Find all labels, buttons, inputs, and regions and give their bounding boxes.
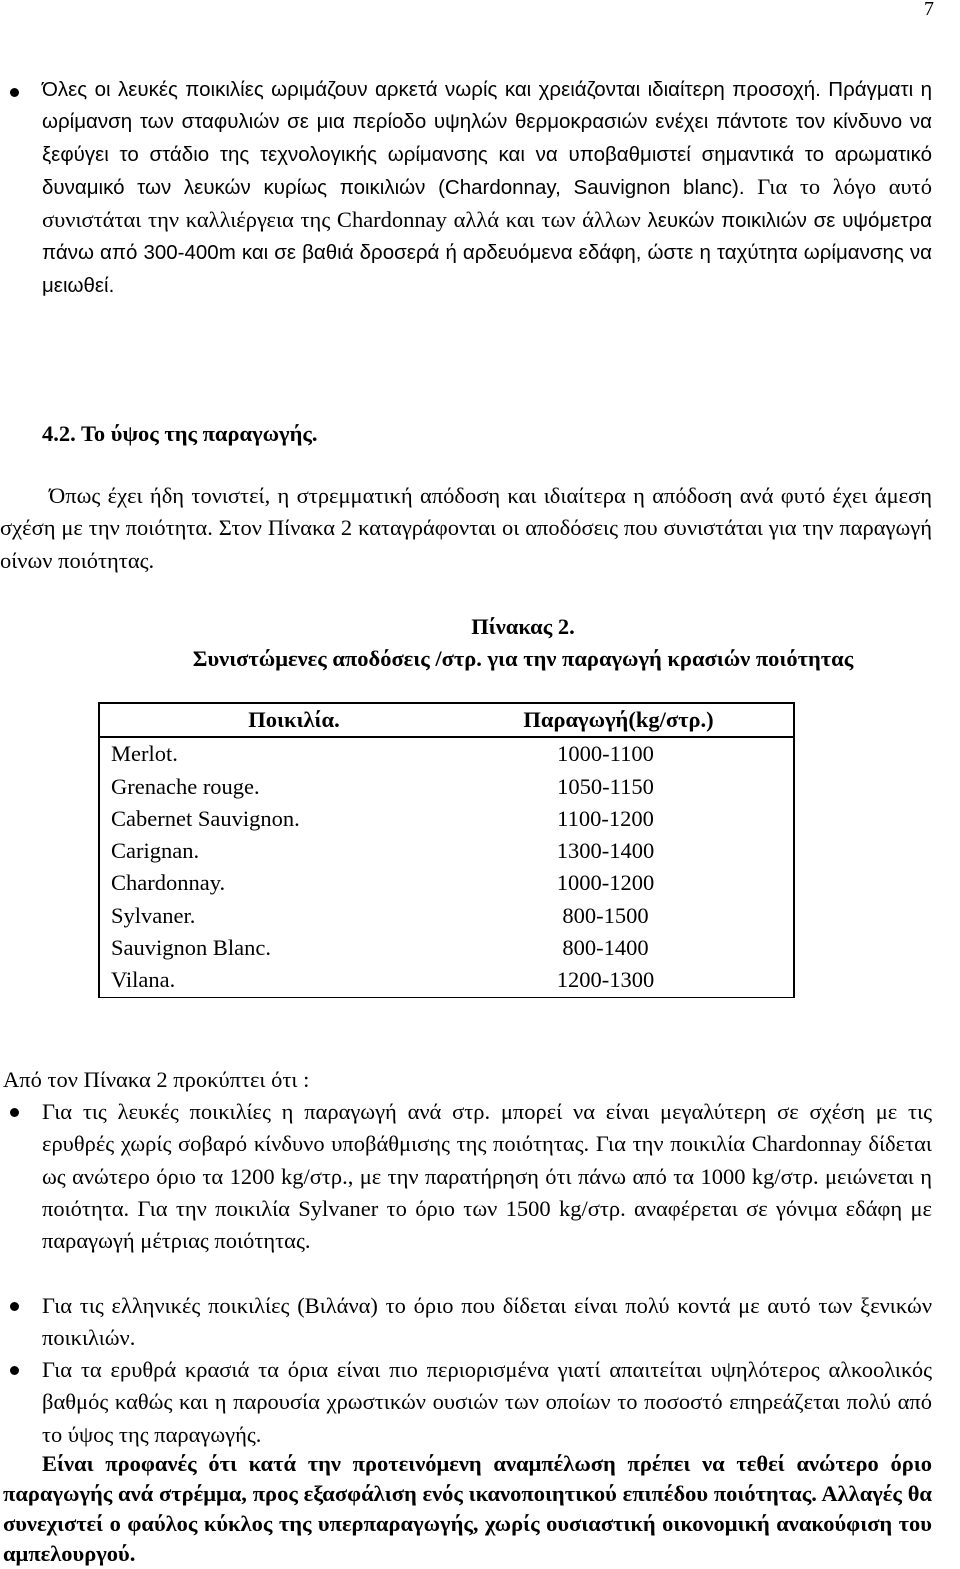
bullet-icon: [10, 88, 19, 97]
bullet-icon: [10, 1108, 19, 1117]
final-paragraph: [3, 1449, 932, 1569]
table-row: [99, 964, 794, 997]
yield-cell: 1000-1200: [556, 870, 655, 896]
section-heading: 4.2. Το ύψος της παραγωγής.: [42, 421, 318, 446]
intro-text-sans: Όλες οι λευκές ποικιλίες ωριμάζουν αρκετά νωρίς και χρειάζονται ιδιαίτερη προσοχή. Πράγματι η ωρίμανση των σταφυλιών σε μια περίοδο υψηλών θερμοκρασιών ενέχει πάντοτε τον κίνδυνο να ξεφύγει το στάδιο της τεχνολογικής ωρίμανσης και να υποβαθμιστεί σημαντικά το αρωματικό δυναμικό των λευκών κυρίως ποικιλιών (Chardonnay, Sauvignon blanc).: [42, 78, 932, 199]
variety-cell: Vilana.: [111, 967, 176, 993]
yield-cell: 1300-1400: [556, 838, 655, 864]
variety-cell: Sylvaner.: [111, 902, 196, 928]
variety-cell: Merlot.: [111, 741, 178, 767]
table-row: [99, 803, 794, 835]
yield-table: [98, 702, 795, 998]
table-row: [99, 867, 794, 899]
conclusion-bullet-red-wines: Για τα ερυθρά κρασιά τα όρια είναι πιο περιορισμένα γιατί απαιτείται υψηλότερος αλκοολικός βαθμός καθώς και η παρουσία χρωστικών ουσιών των οποίων το ποσοστό επηρεάζεται πολύ από το ύψος της παραγωγής.: [42, 1357, 932, 1447]
table-header-row: [99, 703, 794, 737]
intro-bullet-text: [42, 74, 932, 302]
section-paragraph-text: Όπως έχει ήδη τονιστεί, η στρεμματική απόδοση και ιδιαίτερα η απόδοση ανά φυτό έχει άμεση σχέση με την ποιότητα. Στον Πίνακα 2 καταγράφονται οι αποδόσεις που συνιστάται για την παραγωγή οίνων ποιότητας.: [0, 483, 932, 573]
variety-cell: Sauvignon Blanc.: [111, 935, 271, 961]
intro-text-serif: Για το λόγο αυτό συνιστάται την καλλιέργεια της Chardonnay αλλά και των άλλων: [42, 173, 932, 233]
table-row: [99, 771, 794, 803]
conclusion-bullet-greek-varieties: Για τις ελληνικές ποικιλίες (Βιλάνα) το όριο που δίδεται είναι πολύ κοντά με αυτό των ξενικών ποικιλιών.: [42, 1293, 932, 1351]
table-row: [99, 932, 794, 964]
yield-cell: 1100-1200: [557, 805, 654, 831]
final-paragraph-text: Είναι προφανές ότι κατά την προτεινόμενη αναμπέλωση πρέπει να τεθεί ανώτερο όριο παραγωγής ανά στρέμμα, προς εξασφάλιση ενός ικανοποιητικού επιπέδου ποιότητας. Αλλαγές θα συνεχιστεί ο φαύλος κύκλος της υπερπαραγωγής, χωρίς ουσιαστική οικονομική ανακούφιση του αμπελουργού.: [3, 1451, 932, 1566]
variety-cell: Chardonnay.: [111, 870, 226, 896]
variety-cell: Cabernet Sauvignon.: [111, 805, 300, 831]
table-row: [99, 900, 794, 932]
yield-cell: 1200-1300: [556, 967, 655, 993]
intro-text-sans-end: λευκών ποικιλιών σε υψόμετρα πάνω από 300-400m και σε βαθιά δροσερά ή αρδευόμενα εδάφη, ώστε η ταχύτητα ωρίμανσης να μειωθεί.: [42, 209, 933, 297]
table-subcaption: Συνιστώμενες αποδόσεις /στρ. για την παραγωγή κρασιών ποιότητας: [192, 646, 854, 671]
variety-cell: Carignan.: [111, 838, 200, 864]
table-caption: Πίνακας 2.: [471, 614, 575, 639]
bullet-icon: [10, 1302, 19, 1311]
bullet-icon: [10, 1366, 19, 1375]
yield-cell: 1000-1100: [557, 741, 654, 767]
header-variety: Ποικιλία.: [99, 703, 418, 737]
table-row: [99, 835, 794, 867]
header-yield: Παραγωγή(kg/στρ.): [418, 703, 794, 737]
variety-cell: Grenache rouge.: [111, 773, 260, 799]
page-number: 7: [924, 0, 934, 20]
yield-cell: 800-1400: [562, 935, 649, 961]
table-row: [99, 737, 794, 770]
conclusion-bullet-white-varieties: Για τις λευκές ποικιλίες η παραγωγή ανά στρ. μπορεί να είναι μεγαλύτερη σε σχέση με τις ερυθρές χωρίς σοβαρό κίνδυνο υποβάθμισης της ποιότητας. Για την ποικιλία Chardonnay δίδεται ως ανώτερο όριο τα 1200 kg/στρ., με την παρατήρηση ότι πάνω από τα 1000 kg/στρ. μειώνεται η ποιότητα. Για την ποικιλία Sylvaner το όριο των 1500 kg/στρ. αναφέρεται σε γόνιμα εδάφη με παραγωγή μέτριας ποιότητας.: [42, 1099, 932, 1254]
yield-cell: 1050-1150: [557, 773, 654, 799]
yield-cell: 800-1500: [562, 902, 649, 928]
conclusion-intro: Από τον Πίνακα 2 προκύπτει ότι :: [3, 1067, 310, 1092]
section-paragraph: [0, 480, 932, 577]
